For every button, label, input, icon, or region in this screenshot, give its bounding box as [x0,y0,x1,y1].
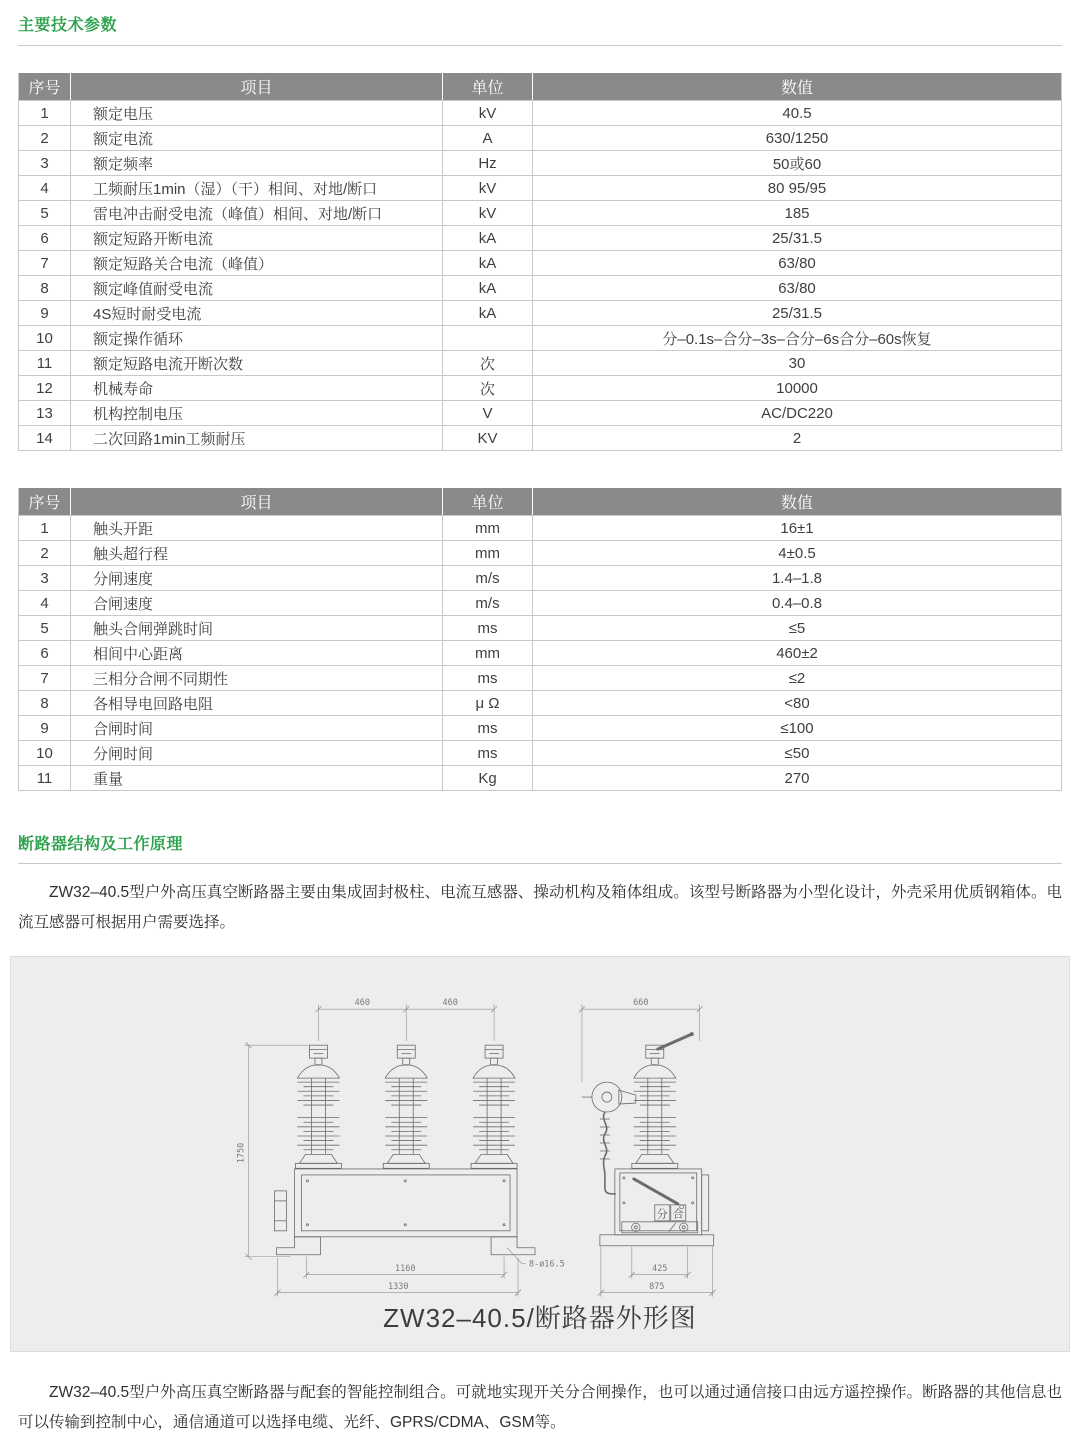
header-cell: 单位 [443,488,533,515]
table-row [19,325,1061,350]
table-row [19,715,1061,740]
table-row [19,540,1061,565]
cell-no: 12 [19,376,71,400]
cell-unit: μ Ω [443,691,533,715]
cell-unit [443,326,533,350]
cell-unit: V [443,401,533,425]
table-row [19,350,1061,375]
cell-unit: m/s [443,591,533,615]
cell-item: 合闸时间 [71,716,443,740]
cell-item: 额定短路开断电流 [71,226,443,250]
outline-drawing-panel [10,956,1070,1352]
table-row [19,200,1061,225]
cell-item: 额定短路电流开断次数 [71,351,443,375]
cell-value: 25/31.5 [771,229,823,247]
dim-label-holes: 8-ø16.5 [529,1258,565,1269]
cell-item: 额定峰值耐受电流 [71,276,443,300]
cell-value: <80 [784,694,810,712]
cell-item: 机构控制电压 [71,401,443,425]
cell-item: 触头开距 [71,516,443,540]
table-row [19,425,1061,450]
table-row [19,150,1061,175]
dim-label: 660 [633,997,649,1008]
table-header-row [19,488,1061,515]
dim-label: 1330 [388,1281,409,1292]
table-row [19,765,1061,790]
divider [18,863,1062,864]
cell-no: 13 [19,401,71,425]
page [0,12,1080,1438]
cell-unit: kA [443,226,533,250]
smart-control-paragraph: ZW32–40.5型户外高压真空断路器与配套的智能控制组合。可就地实现开关分合闸操作，也可以通过通信接口由远方遥控操作。断路器的其他信息也可以传输到控制中心，通信通道可以选择电缆、光纤、GPRS/CDMA、GSM等。 [18,1384,1062,1431]
cell-item: 触头超行程 [71,541,443,565]
cell-value: 270 [784,769,810,787]
table-row [19,175,1061,200]
cell-item: 合闸速度 [71,591,443,615]
cell-item: 额定频率 [71,151,443,175]
cell-value: 80 95/95 [767,179,827,197]
cell-value: 25/31.5 [771,304,823,322]
table-row [19,515,1061,540]
cell-item: 工频耐压1min（湿）（干）相间、对地/断口 [71,176,443,200]
cell-unit: kA [443,276,533,300]
cell-unit: kV [443,101,533,125]
cell-item: 重量 [71,766,443,790]
cell-unit: kA [443,301,533,325]
header-cell: 项目 [71,488,443,515]
cell-no: 7 [19,666,71,690]
cell-item: 分闸时间 [71,741,443,765]
cell-value: 460±2 [776,644,818,662]
cell-unit: 次 [443,351,533,375]
cell-value: 10000 [776,379,818,397]
cell-no: 11 [19,351,71,375]
cell-value: 4±0.5 [778,544,816,562]
cell-unit: m/s [443,566,533,590]
cell-unit: mm [443,541,533,565]
table-row [19,690,1061,715]
cell-item: 分闸速度 [71,566,443,590]
cell-unit: ms [443,616,533,640]
cell-value: 2 [792,429,802,447]
front-view [236,997,565,1296]
cell-unit: A [443,126,533,150]
table-row [19,250,1061,275]
cell-value: ≤100 [780,719,814,737]
cell-item: 额定电流 [71,126,443,150]
cell-item: 各相导电回路电阻 [71,691,443,715]
cell-unit: Kg [443,766,533,790]
cell-value: ≤5 [788,619,806,637]
structure-paragraph: ZW32–40.5型户外高压真空断路器主要由集成固封极柱、电流互感器、操动机构及箱体组成。该型号断路器为小型化设计，外壳采用优质钢箱体。电流互感器可根据用户需要选择。 [18,884,1062,931]
cell-value: 1.4–1.8 [771,569,823,587]
cell-no: 8 [19,276,71,300]
cell-value: 50或60 [772,155,822,173]
cell-no: 6 [19,226,71,250]
cell-no: 4 [19,591,71,615]
outline-drawing [11,957,1069,1302]
cell-item: 额定操作循环 [71,326,443,350]
cell-value: 30 [788,354,806,372]
table-row [19,615,1061,640]
cell-value: 16±1 [780,519,814,537]
cell-no: 4 [19,176,71,200]
table-row [19,740,1061,765]
cell-value: AC/DC220 [761,404,833,422]
cell-no: 9 [19,716,71,740]
table-row [19,400,1061,425]
table-row [19,275,1061,300]
cell-item: 雷电冲击耐受电流（峰值）相间、对地/断口 [71,201,443,225]
table-row [19,565,1061,590]
drawing-caption: ZW32–40.5/断路器外形图 [383,1303,697,1333]
dim-label: 425 [652,1263,668,1274]
parameters-table-1 [18,73,1062,451]
table-row [19,125,1061,150]
cell-unit: ms [443,716,533,740]
dim-label: 460 [354,997,370,1008]
cell-no: 14 [19,426,71,450]
cell-value: ≤2 [788,669,806,687]
cell-unit: KV [443,426,533,450]
cell-no: 5 [19,616,71,640]
side-view [582,997,714,1296]
cell-unit: mm [443,516,533,540]
cell-no: 11 [19,766,71,790]
section-title-parameters: 主要技术参数 [18,17,118,34]
divider [18,45,1062,46]
dim-label: 1160 [395,1263,416,1274]
table-row [19,640,1061,665]
dim-label: 875 [649,1281,665,1292]
cell-no: 10 [19,741,71,765]
header-cell: 数值 [533,73,1061,100]
table-row [19,100,1061,125]
cell-value: 63/80 [778,279,816,297]
dim-label: 1750 [235,1142,246,1164]
cell-value: 40.5 [782,104,812,122]
header-cell: 序号 [19,488,71,515]
cell-item: 机械寿命 [71,376,443,400]
cell-value: 分–0.1s–合分–3s–合分–6s合分–60s恢复 [662,330,932,348]
cell-no: 7 [19,251,71,275]
cell-unit: 次 [443,376,533,400]
cell-unit: ms [443,666,533,690]
cell-no: 1 [19,101,71,125]
table-header-row [19,73,1061,100]
cell-no: 10 [19,326,71,350]
parameters-table-2 [18,488,1062,791]
cell-item: 二次回路1min工频耐压 [71,426,443,450]
cell-unit: kA [443,251,533,275]
header-cell: 项目 [71,73,443,100]
cell-unit: kV [443,201,533,225]
dim-label: 460 [442,997,458,1008]
cell-unit: mm [443,641,533,665]
cell-value: ≤50 [784,744,810,762]
cell-item: 相间中心距离 [71,641,443,665]
table-row [19,375,1061,400]
cell-item: 三相分合闸不同期性 [71,666,443,690]
cell-no: 1 [19,516,71,540]
cell-no: 8 [19,691,71,715]
cell-value: 185 [784,204,810,222]
header-cell: 数值 [533,488,1061,515]
cell-item: 4S短时耐受电流 [71,301,443,325]
table-row [19,300,1061,325]
indicator-open-label: 分 [656,1208,668,1221]
cell-no: 6 [19,641,71,665]
cell-value: 63/80 [778,254,816,272]
cell-no: 9 [19,301,71,325]
cell-unit: Hz [443,151,533,175]
table-row [19,225,1061,250]
header-cell: 单位 [443,73,533,100]
cell-no: 3 [19,566,71,590]
header-cell: 序号 [19,73,71,100]
indicator-close-label: 合 [672,1208,684,1221]
cell-no: 5 [19,201,71,225]
cell-unit: kV [443,176,533,200]
table-row [19,590,1061,615]
cell-no: 2 [19,541,71,565]
cell-item: 额定电压 [71,101,443,125]
cell-value: 0.4–0.8 [771,594,823,612]
cell-item: 额定短路关合电流（峰值） [71,251,443,275]
section-title-structure: 断路器结构及工作原理 [18,836,184,853]
table-row [19,665,1061,690]
cell-no: 2 [19,126,71,150]
cell-value: 630/1250 [765,129,829,147]
cell-no: 3 [19,151,71,175]
cell-item: 触头合闸弹跳时间 [71,616,443,640]
cell-unit: ms [443,741,533,765]
